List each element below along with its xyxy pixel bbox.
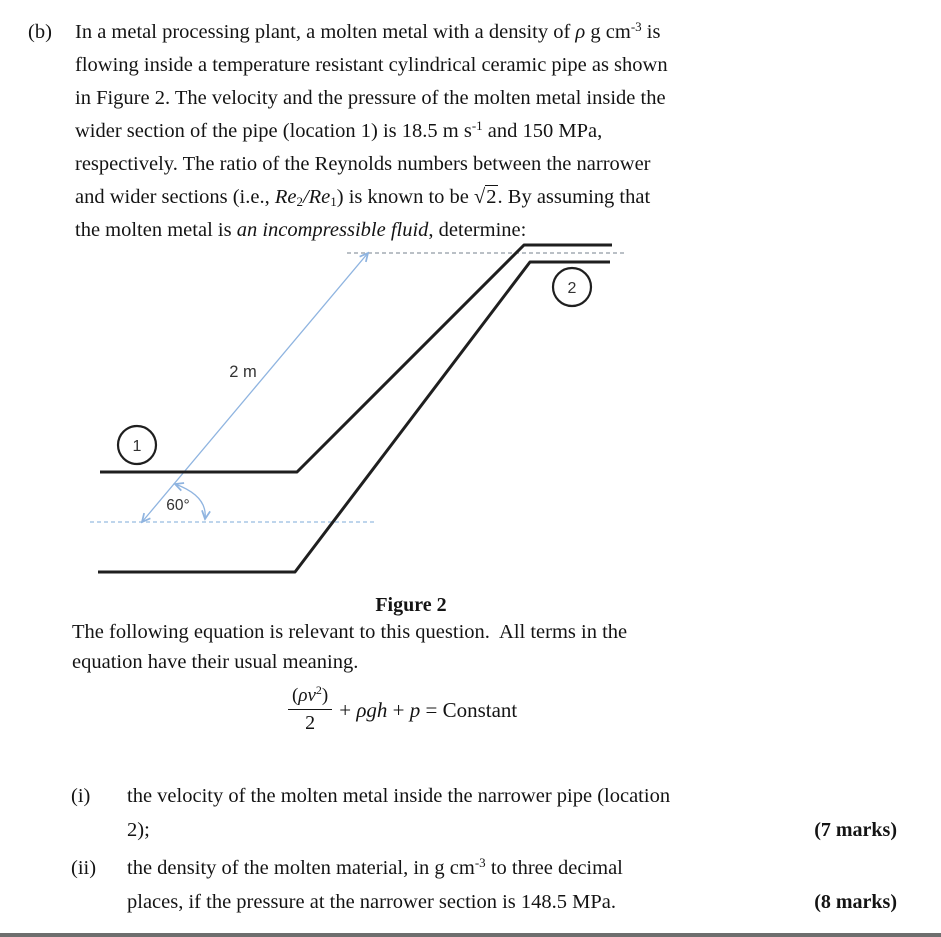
equation-terms: + ρgh + p = Constant: [339, 697, 518, 722]
fraction-numerator: $(\rho v^2)$: [288, 685, 332, 710]
length-dimension-arrow: [142, 253, 368, 522]
fraction-denominator: 2: [305, 712, 316, 734]
length-label: 2 m: [229, 363, 257, 381]
subquestion-ii-label: (ii): [71, 857, 97, 879]
subquestion-ii-text: the density of the molten material, in g $cm^{-3}$ to three decimal places, if the pressure at the narrower section is 148.5 MPa.: [127, 855, 623, 913]
subquestion-ii-marks: (8 marks): [814, 891, 897, 913]
angle-label: 60°: [166, 497, 190, 514]
figure-2-diagram: [0, 237, 660, 587]
equation-fraction: [288, 685, 332, 735]
equation-intro: The following equation is relevant to this question. All terms in the equation have their usual meaning.: [72, 621, 628, 673]
question-text: In a metal processing plant, a molten metal with a density of ρ g $cm^{-3}$ is flowing inside a temperature resistant cylindrical ceramic pipe as shown in Figure 2. The velocity and the pressure of the molten metal inside the wider section of the pipe (location 1) is 18.5 m $s^{-1}$ and 150 MPa, respectively. The ratio of the Reynolds numbers between the narrower and wider sections (i.e., $Re_2/Re_1$) is known to be √2. By assuming that the molten metal is an incompressible fluid, determine:: [75, 19, 668, 241]
bernoulli-equation: [288, 685, 517, 735]
subquestion-i-marks: (7 marks): [814, 819, 897, 841]
location-1-label: 1: [132, 438, 142, 455]
subquestion-i-text: the velocity of the molten metal inside the narrower pipe (location 2);: [127, 785, 671, 841]
page-edge-line: [0, 933, 941, 937]
subquestion-i-label: (i): [71, 785, 91, 807]
pipe-upper-wall: [100, 245, 612, 472]
question-part-b: [28, 16, 755, 247]
part-label: (b): [28, 21, 52, 43]
figure-caption: Figure 2: [375, 594, 447, 616]
location-2-label: 2: [567, 280, 577, 297]
